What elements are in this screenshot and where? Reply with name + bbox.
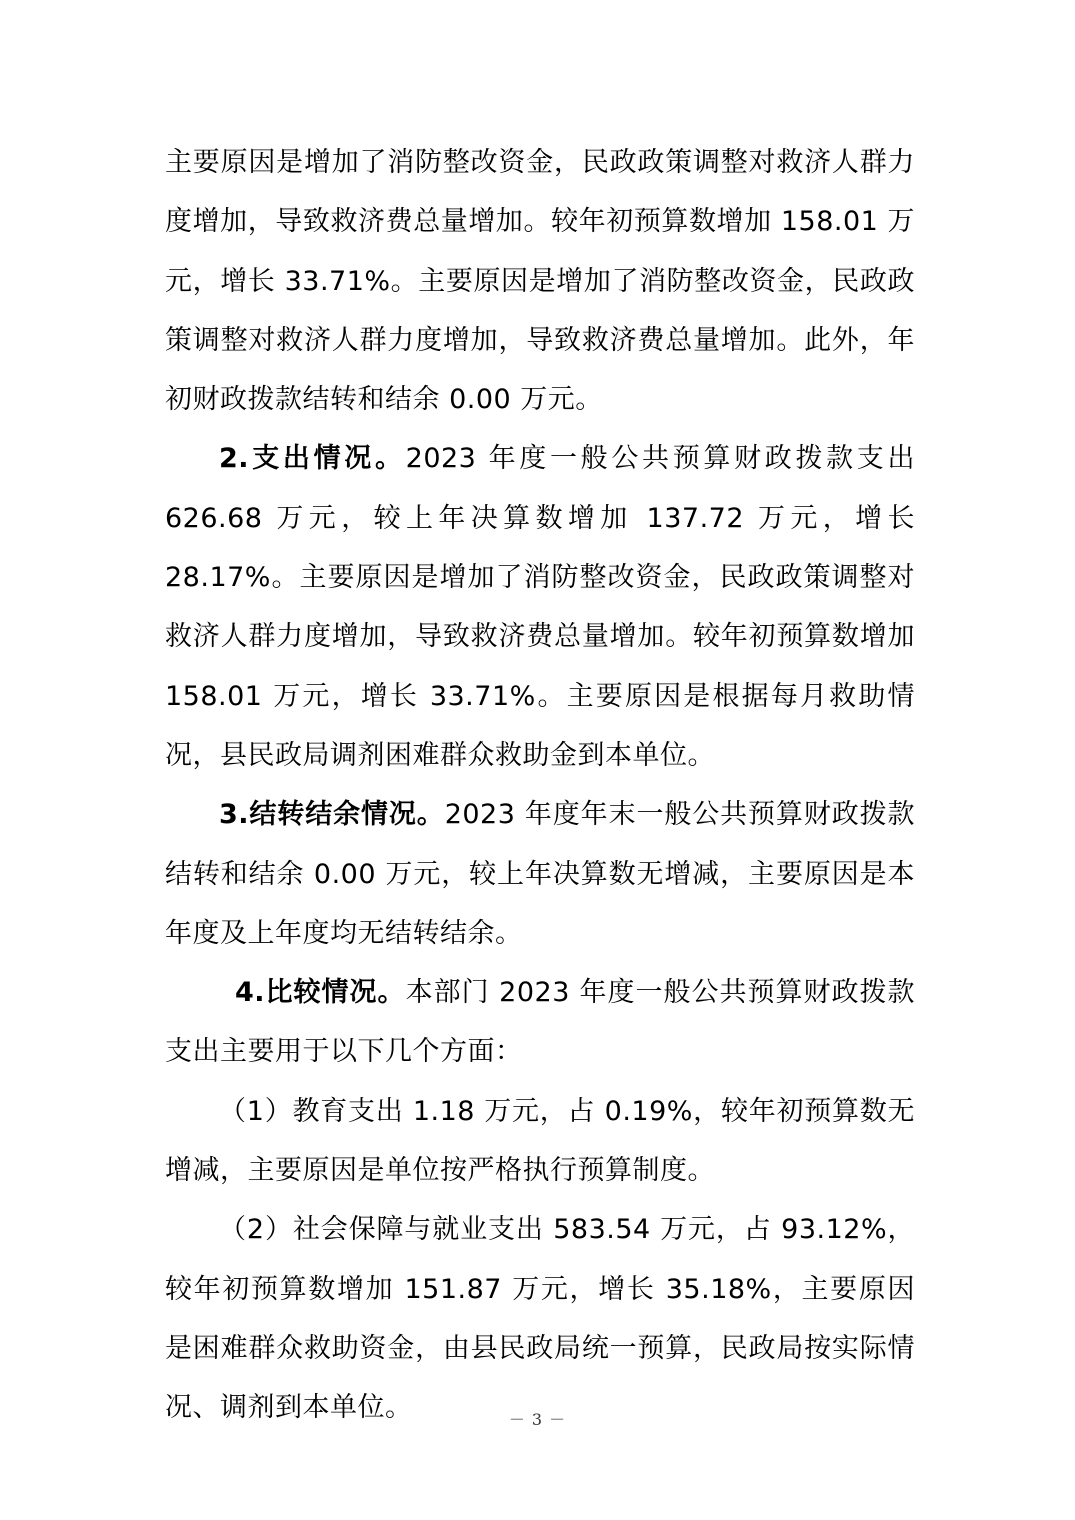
paragraph-expenditure [165,429,915,785]
section-heading-carryover: 3.结转结余情况。 [219,799,445,831]
paragraph-text: 2023 年度年末一般公共预算财政拨款结转和结余 0.00 万元，较上年决算数无增减，主要原因是本年度及上年度均无结转结余。 [165,799,916,949]
paragraph-text: 主要原因是增加了消防整改资金，民政政策调整对救济人群力度增加，导致救济费总量增加。较年初预算数增加 158.01 万元，增长 33.71%。主要原因是增加了消防整改资金，民政政策调整对救济人群力度增加，导致救济费总量增加。此外，年初财政拨款结转和结余 0.00 万元。 [165,147,915,416]
paragraph-item-social-security [165,1200,915,1437]
paragraph-text: （1）教育支出 1.18 万元，占 0.19%，较年初预算数无增减，主要原因是单位按严格执行预算制度。 [165,1095,915,1187]
paragraph-comparison [165,963,915,1082]
paragraph-text: （2）社会保障与就业支出 583.54 万元，占 93.12%，较年初预算数增加 151.87 万元，增长 35.18%，主要原因是困难群众救助资金，由县民政局统一预算，民政局按实际情况、调剂到本单位。 [165,1214,915,1424]
page-number: － 3 － [508,1410,567,1429]
document-body [165,133,915,1438]
paragraph-item-education [165,1082,915,1201]
paragraph-income-continued [165,133,915,429]
section-heading-comparison: 4.比较情况。 [235,977,406,1009]
paragraph-carryover [165,785,915,963]
paragraph-text: 本部门 2023 年度一般公共预算财政拨款支出主要用于以下几个方面： [165,977,915,1068]
section-heading-expenditure: 2.支出情况。 [219,443,406,475]
paragraph-text: 2023 年度一般公共预算财政拨款支出 626.68 万元，较上年决算数增加 137.72 万元，增长 28.17%。主要原因是增加了消防整改资金，民政政策调整对救济人群力度增加，导致救济费总量增加。较年初预算数增加 158.01 万元，增长 33.71%。主要原因是根据每月救助情况，县民政局调剂困难群众救助金到本单位。 [165,443,915,771]
